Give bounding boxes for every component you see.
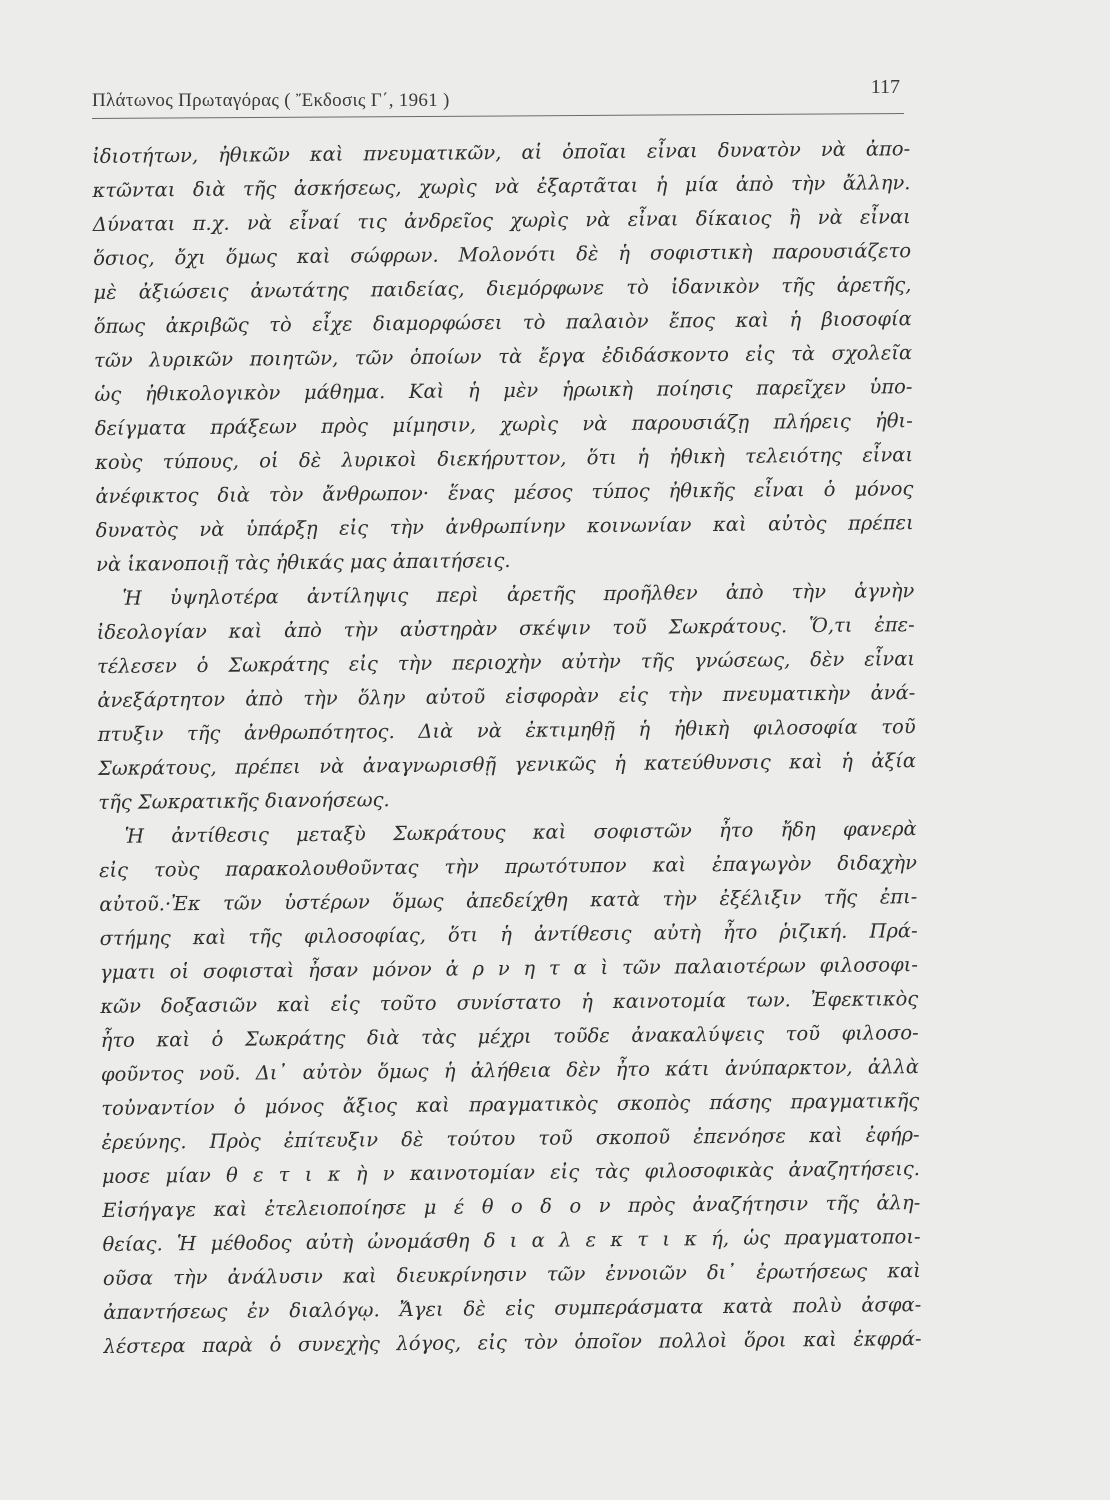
- text-line: κῶν δοξασιῶν καὶ εἰς τοῦτο συνίστατο ἡ καινοτομία των. Ἐφεκτικὸς: [100, 987, 919, 1018]
- text-line: Εἰσήγαγε καὶ ἐτελειοποίησε μ έ θ ο δ ο ν πρὸς ἀναζήτησιν τῆς ἀλη-: [102, 1191, 921, 1222]
- text-line: νὰ ἱκανοποιῇ τὰς ἠθικάς μας ἀπαιτήσεις.: [95, 549, 511, 576]
- text-line: τῆς Σωκρατικῆς διανοήσεως.: [98, 788, 390, 814]
- running-title: Πλάτωνος Πρωταγόρας ( Ἔκδοσις Γ΄, 1961 ): [92, 90, 450, 111]
- text-line: ἐρεύνης. Πρὸς ἐπίτευξιν δὲ τούτου τοῦ σκοποῦ ἐπενόησε καὶ ἐφήρ-: [101, 1123, 920, 1154]
- text-line: φοῦντος νοῦ. Δι᾽ αὐτὸν ὅμως ἡ ἀλήθεια δὲν ἦτο κάτι ἀνύπαρκτον, ἀλλὰ: [100, 1055, 920, 1086]
- text-line: Ἡ ὑψηλοτέρα ἀντίληψις περὶ ἀρετῆς προῆλθεν ἀπὸ τὴν ἁγνὴν: [122, 579, 915, 610]
- text-line: πτυξιν τῆς ἀνθρωπότητος. Διὰ νὰ ἐκτιμηθῇ ἡ ἠθικὴ φιλοσοφία τοῦ: [97, 715, 916, 746]
- text-line: ἀπαντήσεως ἐν διαλόγῳ. Ἄγει δὲ εἰς συμπεράσματα κατὰ πολὺ ἀσφα-: [103, 1293, 922, 1324]
- text-line: τῶν λυρικῶν ποιητῶν, τῶν ὁποίων τὰ ἔργα ἐδιδάσκοντο εἰς τὰ σχολεῖα: [94, 341, 913, 372]
- text-line: κοὺς τύπους, οἱ δὲ λυρικοὶ διεκήρυττον, ὅτι ἡ ἠθικὴ τελειότης εἶναι: [94, 443, 914, 474]
- text-line: οῦσα τὴν ἀνάλυσιν καὶ διευκρίνησιν τῶν ἐννοιῶν δι᾽ ἐρωτήσεως καὶ: [102, 1259, 922, 1290]
- text-line: ἦτο καὶ ὁ Σωκράτης διὰ τὰς μέχρι τοῦδε ἀνακαλύψεις τοῦ φιλοσο-: [100, 1021, 919, 1052]
- text-line: ὅσιος, ὄχι ὅμως καὶ σώφρων. Μολονότι δὲ ἡ σοφιστικὴ παρουσιάζετο: [93, 239, 912, 270]
- text-line: ὅπως ἀκριβῶς τὸ εἶχε διαμορφώσει τὸ παλαιὸν ἔπος καὶ ἡ βιοσοφία: [93, 307, 912, 338]
- text-line: κτῶνται διὰ τῆς ἀσκήσεως, χωρὶς νὰ ἐξαρτᾶται ἡ μία ἀπὸ τὴν ἄλλην.: [92, 171, 911, 202]
- text-line: στήμης καὶ τῆς φιλοσοφίας, ὅτι ἡ ἀντίθεσις αὐτὴ ἦτο ῥιζική. Πρά-: [99, 919, 918, 950]
- text-line: εἰς τοὺς παρακολουθοῦντας τὴν πρωτότυπον καὶ ἐπαγωγὸν διδαχὴν: [98, 851, 918, 882]
- text-line: τέλεσεν ὁ Σωκράτης εἰς τὴν περιοχὴν αὐτὴν τῆς γνώσεως, δὲν εἶναι: [96, 647, 916, 678]
- text-line: Ἡ ἀντίθεσις μεταξὺ Σωκράτους καὶ σοφιστῶν ἦτο ἤδη φανερὰ: [124, 817, 917, 848]
- text-line: ἰδεολογίαν καὶ ἀπὸ τὴν αὐστηρὰν σκέψιν τοῦ Σωκράτους. Ὅ,τι ἐπε-: [96, 613, 915, 644]
- page-number: 117: [870, 76, 900, 98]
- text-line: θείας. Ἡ μέθοδος αὐτὴ ὠνομάσθη δ ι α λ ε κ τ ι κ ή, ὡς πραγματοποι-: [102, 1225, 921, 1256]
- text-line: λέστερα παρὰ ὁ συνεχὴς λόγος, εἰς τὸν ὁποῖον πολλοὶ ὅροι καὶ ἐκφρά-: [103, 1327, 922, 1358]
- text-line: γματι οἱ σοφισταὶ ἦσαν μόνον ἀ ρ ν η τ α ὶ τῶν παλαιοτέρων φιλοσοφι-: [99, 953, 919, 984]
- text-line: Δύναται π.χ. νὰ εἶναί τις ἀνδρεῖος χωρὶς νὰ εἶναι δίκαιος ἢ νὰ εἶναι: [92, 205, 911, 236]
- text-line: ἰδιοτήτων, ἠθικῶν καὶ πνευματικῶν, αἱ ὁποῖαι εἶναι δυνατὸν νὰ ἀπο-: [92, 137, 911, 168]
- text-line: μὲ ἀξιώσεις ἀνωτάτης παιδείας, διεμόρφωνε τὸ ἰδανικὸν τῆς ἀρετῆς,: [93, 273, 912, 304]
- text-line: τοὐναντίον ὁ μόνος ἄξιος καὶ πραγματικὸς σκοπὸς πάσης πραγματικῆς: [101, 1089, 920, 1120]
- text-line: ἀνεξάρτητον ἀπὸ τὴν ὅλην αὐτοῦ εἰσφορὰν εἰς τὴν πνευματικὴν ἀνά-: [97, 681, 916, 712]
- text-line: δυνατὸς νὰ ὑπάρξῃ εἰς τὴν ἀνθρωπίνην κοινωνίαν καὶ αὐτὸς πρέπει: [95, 511, 914, 542]
- text-line: δείγματα πράξεων πρὸς μίμησιν, χωρὶς νὰ παρουσιάζῃ πλήρεις ἠθι-: [94, 409, 913, 440]
- text-line: ὡς ἠθικολογικὸν μάθημα. Καὶ ἡ μὲν ἡρωικὴ ποίησις παρεῖχεν ὑπο-: [94, 375, 913, 406]
- running-head: [92, 76, 900, 116]
- text-line: αὐτοῦ.·Ἐκ τῶν ὑστέρων ὅμως ἀπεδείχθη κατὰ τὴν ἐξέλιξιν τῆς ἐπι-: [99, 885, 918, 916]
- text-line: μοσε μίαν θ ε τ ι κ ὴ ν καινοτομίαν εἰς τὰς φιλοσοφικὰς ἀναζητήσεις.: [101, 1157, 921, 1188]
- body-text: [92, 132, 922, 1364]
- text-line: Σωκράτους, πρέπει νὰ ἀναγνωρισθῇ γενικῶς ἡ κατεύθυνσις καὶ ἡ ἀξία: [97, 749, 917, 780]
- text-line: ἀνέφικτος διὰ τὸν ἄνθρωπον· ἕνας μέσος τύπος ἠθικῆς εἶναι ὁ μόνος: [95, 477, 914, 508]
